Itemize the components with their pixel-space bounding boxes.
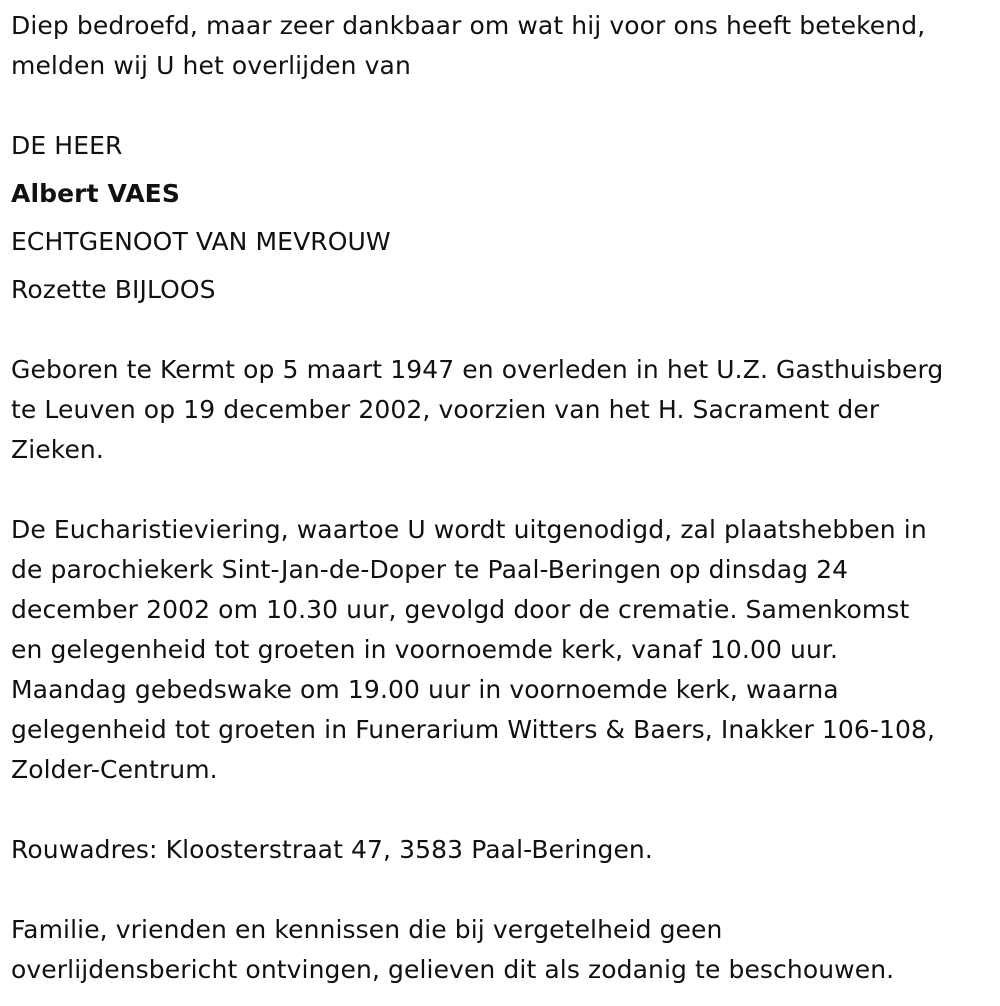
ceremony-line: Maandag gebedswake om 19.00 uur in voornoemde kerk, waarna — [11, 675, 839, 704]
deceased-block — [11, 122, 996, 314]
paragraph-spacer — [11, 870, 996, 910]
intro-paragraph — [11, 6, 996, 86]
deceased-name: Albert VAES — [11, 179, 180, 208]
deceased-title: DE HEER — [11, 131, 123, 160]
closing-line: Familie, vrienden en kennissen die bij vergetelheid geen — [11, 915, 723, 944]
obituary-notice — [11, 6, 996, 990]
paragraph-spacer — [11, 86, 996, 126]
paragraph-spacer — [11, 470, 996, 510]
ceremony-line: Zolder-Centrum. — [11, 755, 218, 784]
ceremony-line: gelegenheid tot groeten in Funerarium Witters & Baers, Inakker 106-108, — [11, 715, 936, 744]
closing-paragraph — [11, 910, 996, 990]
ceremony-line: december 2002 om 10.30 uur, gevolgd door de crematie. Samenkomst — [11, 595, 910, 624]
spouse-name: Rozette BIJLOOS — [11, 275, 216, 304]
address-paragraph — [11, 830, 996, 870]
intro-line: melden wij U het overlijden van — [11, 51, 411, 80]
intro-line: Diep bedroefd, maar zeer dankbaar om wat hij voor ons heeft betekend, — [11, 11, 926, 40]
ceremony-line: en gelegenheid tot groeten in voornoemde kerk, vanaf 10.00 uur. — [11, 635, 839, 664]
birth-death-line: te Leuven op 19 december 2002, voorzien van het H. Sacrament der — [11, 395, 880, 424]
closing-line: overlijdensbericht ontvingen, gelieven dit als zodanig te beschouwen. — [11, 955, 895, 984]
mourning-address: Rouwadres: Kloosterstraat 47, 3583 Paal-Beringen. — [11, 835, 653, 864]
paragraph-spacer — [11, 310, 996, 350]
ceremony-paragraph — [11, 510, 996, 790]
ceremony-line: De Eucharistieviering, waartoe U wordt uitgenodigd, zal plaatshebben in — [11, 515, 927, 544]
birth-death-paragraph — [11, 350, 996, 470]
paragraph-spacer — [11, 790, 996, 830]
ceremony-line: de parochiekerk Sint-Jan-de-Doper te Paal-Beringen op dinsdag 24 — [11, 555, 849, 584]
deceased-relation: ECHTGENOOT VAN MEVROUW — [11, 227, 391, 256]
birth-death-line: Zieken. — [11, 435, 104, 464]
birth-death-line: Geboren te Kermt op 5 maart 1947 en overleden in het U.Z. Gasthuisberg — [11, 355, 944, 384]
